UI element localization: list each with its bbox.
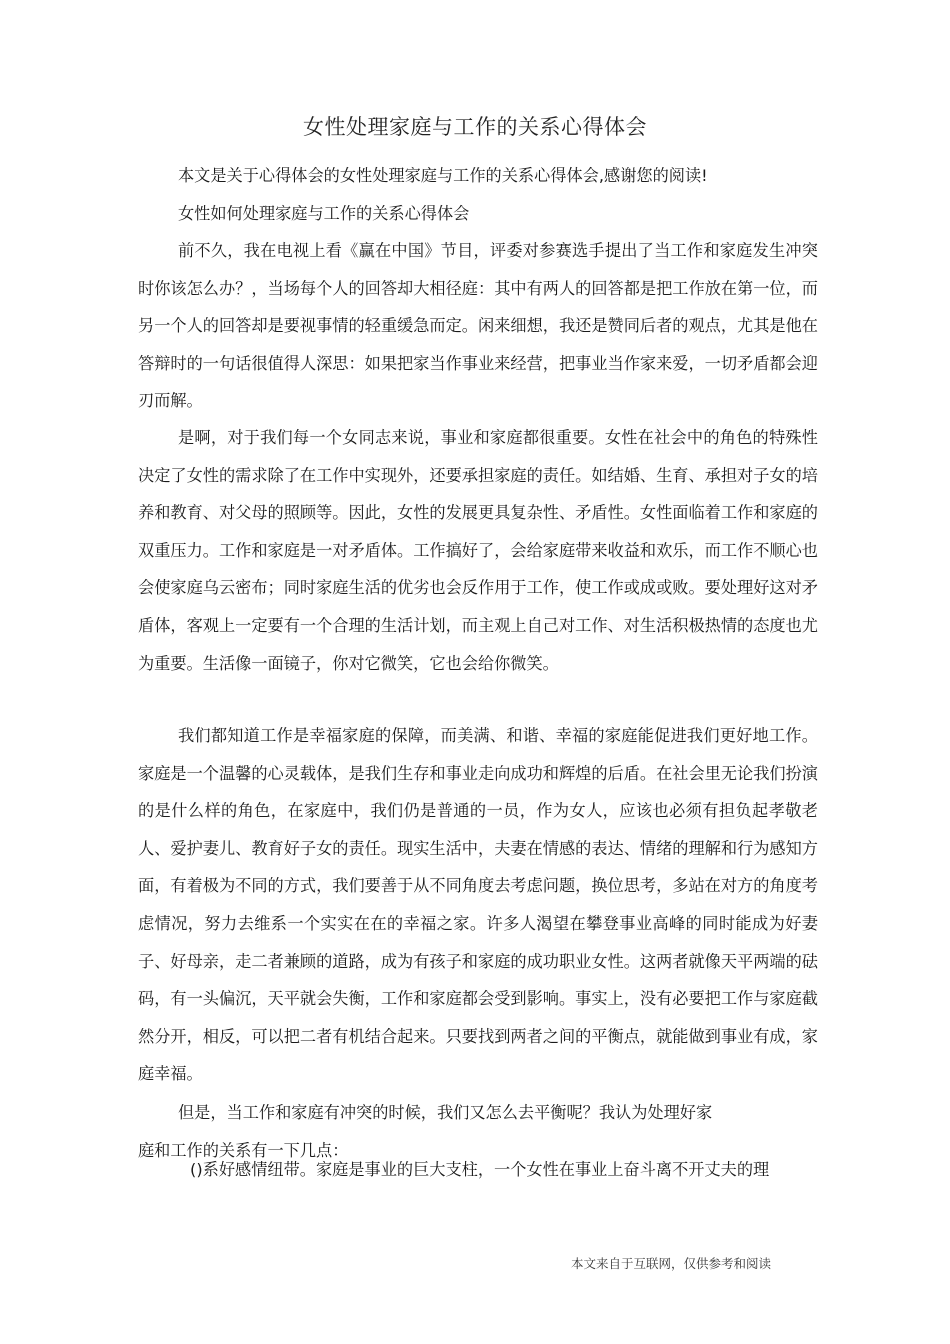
document-title: 女性处理家庭与工作的关系心得体会 bbox=[303, 115, 647, 139]
paragraph-2: 是啊，对于我们每一个女同志来说，事业和家庭都很重要。女性在社会中的角色的特殊性决定了女性的需求除了在工作中实现外，还要承担家庭的责任。如结婚、生育、承担对子女的培养和教育、对父母的照顾等。因此，女性的发展更具复杂性、矛盾性。女性面临着工作和家庭的双重压力。工作和家庭是一对矛盾体。工作搞好了，会给家庭带来收益和欢乐，而工作不顺心也会使家庭乌云密布；同时家庭生活的优劣也会反作用于工作，使工作或成或败。要处理好这对矛盾体，客观上一定要有一个合理的生活计划，而主观上自己对工作、对生活积极热情的态度也尤为重要。生活像一面镜子，你对它微笑，它也会给你微笑。 bbox=[138, 428, 818, 673]
paragraph-3: 我们都知道工作是幸福家庭的保障，而美满、和谐、幸福的家庭能促进我们更好地工作。家庭是一个温馨的心灵载体，是我们生存和事业走向成功和辉煌的后盾。在社会里无论我们扮演的是什么样的角色，在家庭中，我们仍是普通的一员，作为女人，应该也必须有担负起孝敬老人、爱护妻儿、教育好子女的责任。现实生活中，夫妻在情感的表达、情绪的理解和行为感知方面，有着极为不同的方式，我们要善于从不同角度去考虑问题，换位思考，多站在对方的角度考虑情况，努力去维系一个实实在在的幸福之家。许多人渴望在攀登事业高峰的同时能成为好妻子、好母亲，走二者兼顾的道路，成为有孩子和家庭的成功职业女性。这两者就像天平两端的砝码，有一头偏沉，天平就会失衡，工作和家庭都会受到影响。事实上，没有必要把工作与家庭截然分开，相反，可以把二者有机结合起来。只要找到两者之间的平衡点，就能做到事业有成，家庭幸福。 bbox=[138, 726, 818, 1084]
paragraph-4-line-2: 庭和工作的关系有一下几点： bbox=[138, 1140, 349, 1160]
footer-note: 本文来自于互联网，仅供参考和阅读 bbox=[571, 1256, 772, 1271]
intro-line: 本文是关于心得体会的女性处理家庭与工作的关系心得体会,感谢您的阅读! bbox=[178, 166, 708, 185]
paragraph-4-line-1: 但是，当工作和家庭有冲突的时候，我们又怎么去平衡呢？我认为处理好家 bbox=[178, 1103, 713, 1122]
paragraph-1: 前不久，我在电视上看《赢在中国》节目，评委对参赛选手提出了当工作和家庭发生冲突时你该怎么办？，当场每个人的回答却大相径庭：其中有两人的回答都是把工作放在第一位，而另一个人的回答却是要视事情的轻重缓急而定。闲来细想，我还是赞同后者的观点，尤其是他在答辩时的一句话很值得人深思：如果把家当作事业来经营，把事业当作家来爱，一切矛盾都会迎刃而解。 bbox=[138, 241, 818, 411]
subtitle-line: 女性如何处理家庭与工作的关系心得体会 bbox=[178, 204, 470, 223]
paragraph-5: ()系好感情纽带。家庭是事业的巨大支柱，一个女性在事业上奋斗离不开丈夫的理 bbox=[190, 1160, 770, 1179]
